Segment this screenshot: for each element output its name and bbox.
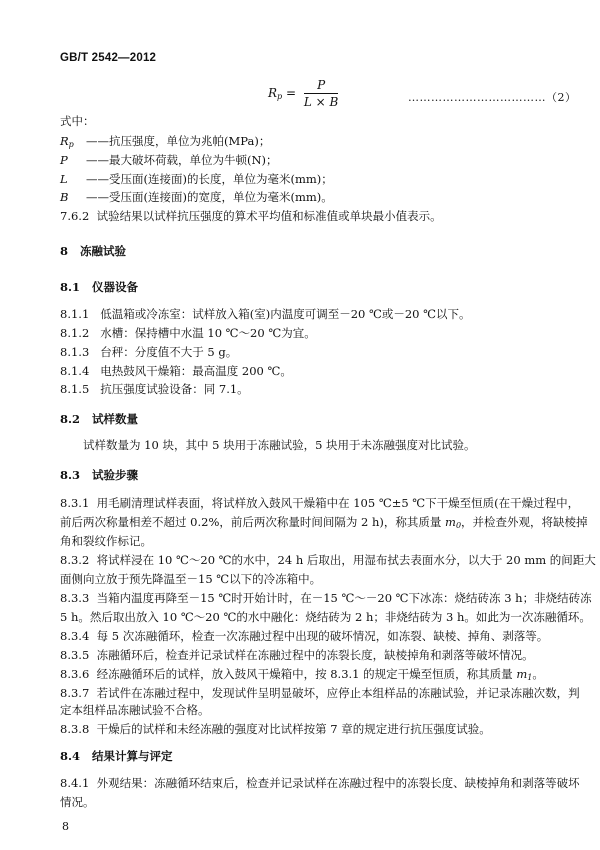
clause-8-4-1-line2: 情况。 xyxy=(60,795,95,809)
clause-8-1-4: 8.1.4 电热鼓风干燥箱：最高温度 200 ℃。 xyxy=(60,364,292,378)
section-8-heading: 8 冻融试验 xyxy=(60,244,127,258)
page-number: 8 xyxy=(62,820,69,833)
formula-2: $R_p$ = $\frac{P}{L \times B}$ xyxy=(268,78,339,109)
clause-8-3-5: 8.3.5 冻融循环后，检查并记录试样在冻融过程中的冻裂长度，缺棱掉角和剥落等破坏情况。 xyxy=(60,648,534,662)
section-8-1-heading: 8.1 仪器设备 xyxy=(60,280,139,294)
clause-8-3-2-line2: 面侧向立放于预先降温至－15 ℃以下的冷冻箱中。 xyxy=(60,572,322,586)
section-8-2-text: 试样数量为 10 块，其中 5 块用于冻融试验，5 块用于未冻融强度对比试验。 xyxy=(83,438,476,452)
definition-rp: $R_p$ ——抗压强度，单位为兆帕(MPa)； xyxy=(60,134,271,149)
clause-8-3-1: 8.3.1 用毛刷清理试样表面，将试样放入鼓风干燥箱中在 105 ℃±5 ℃下干燥至恒质(在干燥过程中， xyxy=(60,496,580,510)
clause-8-3-3-line2: 5 h。然后取出放入 10 ℃～20 ℃的水中融化：烧结砖为 2 h；非烧结砖为 3 h。如此为一次冻融循环。 xyxy=(60,610,591,624)
clause-8-3-6: 8.3.6 经冻融循环后的试样，放入鼓风干燥箱中，按 8.3.1 的规定干燥至恒质，称其质量 $m_1$。 xyxy=(60,667,544,682)
clause-8-1-3: 8.1.3 台秤：分度值不大于 5 g。 xyxy=(60,345,238,359)
clause-8-3-1-line3: 角和裂纹作标记。 xyxy=(60,534,152,548)
formula-numerator: P xyxy=(304,78,338,94)
clause-8-1-5: 8.1.5 抗压强度试验设备：同 7.1。 xyxy=(60,382,249,396)
section-8-4-heading: 8.4 结果计算与评定 xyxy=(60,749,173,763)
clause-8-3-4: 8.3.4 每 5 次冻融循环，检查一次冻融过程中出现的破坏情况，如冻裂、缺棱、掉角、剥落等。 xyxy=(60,629,549,643)
definition-l: L ——受压面(连接面)的长度，单位为毫米(mm)； xyxy=(60,172,333,186)
formula-number: ………………………………（2） xyxy=(408,91,577,104)
definition-b: B ——受压面(连接面)的宽度，单位为毫米(mm)。 xyxy=(60,190,333,204)
clause-7-6-2: 7.6.2 试验结果以试样抗压强度的算术平均值和标准值或单块最小值表示。 xyxy=(60,209,442,223)
standard-header: GB/T 2542—2012 xyxy=(60,52,157,64)
clause-8-3-2: 8.3.2 将试样浸在 10 ℃～20 ℃的水中，24 h 后取出，用湿布拭去表面水分，以大于 20 mm 的间距大 xyxy=(60,553,596,567)
clause-8-3-7: 8.3.7 若试件在冻融过程中，发现试件呈明显破坏，应停止本组样品的冻融试验，并记录冻融次数，判 xyxy=(60,686,580,700)
clause-8-1-1: 8.1.1 低温箱或冷冻室：试样放入箱(室)内温度可调至－20 ℃或－20 ℃以下。 xyxy=(60,307,471,321)
clause-8-1-2: 8.1.2 水槽：保持槽中水温 10 ℃～20 ℃为宜。 xyxy=(60,326,316,340)
clause-8-3-7-line2: 定本组样品冻融试验不合格。 xyxy=(60,703,210,717)
clause-8-3-1-line2: 前后两次称量相差不超过 0.2%，前后两次称量时间间隔为 2 h)，称其质量 $m_0$，并检查外观，将缺棱掉 xyxy=(60,515,588,530)
section-8-2-heading: 8.2 试样数量 xyxy=(60,412,139,426)
clause-8-4-1: 8.4.1 外观结果：冻融循环结束后，检查并记录试样在冻融过程中的冻裂长度、缺棱掉角和剥落等破坏 xyxy=(60,776,580,790)
section-8-3-heading: 8.3 试验步骤 xyxy=(60,468,139,482)
clause-8-3-8: 8.3.8 干燥后的试样和未经冻融的强度对比试样按第 7 章的规定进行抗压强度试验。 xyxy=(60,722,491,736)
formula-denominator: L × B xyxy=(303,95,339,109)
definition-p: P ——最大破坏荷载，单位为牛顿(N)； xyxy=(60,153,278,167)
clause-8-3-3: 8.3.3 当箱内温度再降至－15 ℃时开始计时，在－15 ℃～－20 ℃下冰冻：烧结砖冻 3 h；非烧结砖冻 xyxy=(60,591,592,605)
definitions-intro: 式中： xyxy=(60,114,95,128)
